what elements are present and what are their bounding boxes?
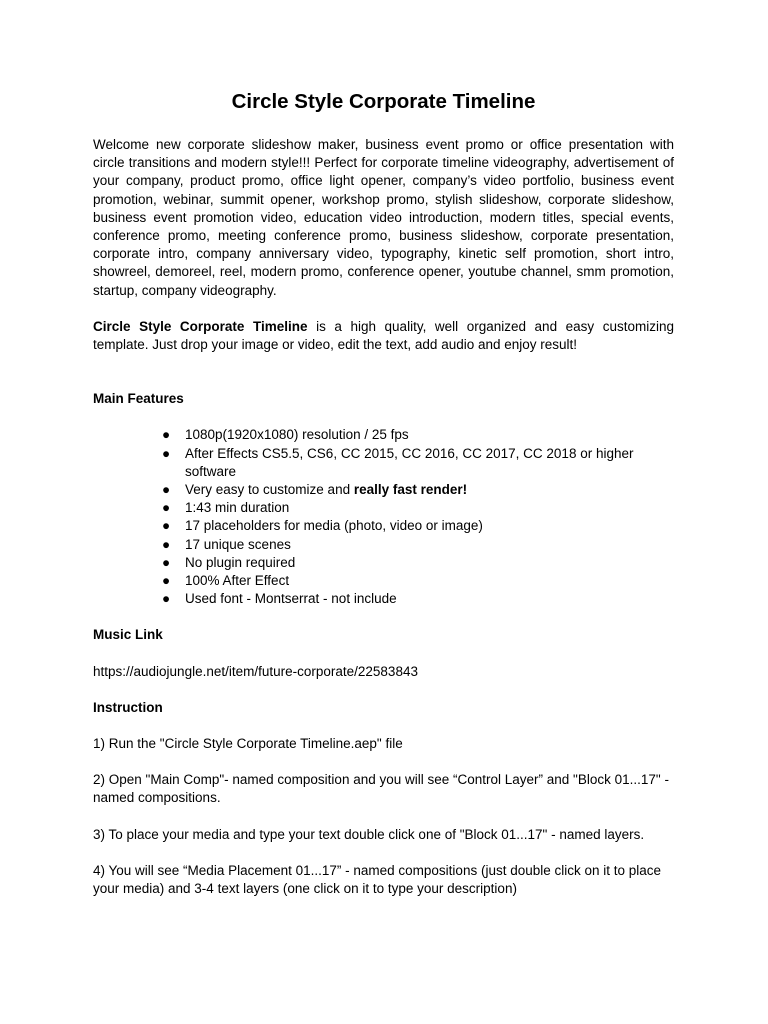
- instruction-heading: Instruction: [93, 699, 163, 715]
- feature-item: [162, 554, 674, 572]
- summary-paragraph: [93, 318, 674, 354]
- feature-text: 17 placeholders for media (photo, video or image): [185, 518, 483, 534]
- feature-text: After Effects CS5.5, CS6, CC 2015, CC 2016, CC 2017, CC 2018 or higher software: [185, 445, 634, 479]
- feature-item: [162, 426, 674, 444]
- instruction-step-4: 4) You will see “Media Placement 01...17” - named compositions (just double click on it to place your media) and 3-4 text layers (one click on it to type your description): [93, 862, 662, 897]
- feature-text: No plugin required: [185, 554, 296, 570]
- feature-item: [162, 445, 674, 481]
- bullet-icon: ●: [162, 445, 171, 461]
- feature-item: [162, 517, 674, 535]
- feature-text: 1:43 min duration: [185, 500, 290, 516]
- feature-text: Very easy to customize and: [185, 482, 354, 498]
- spacer: [93, 808, 674, 826]
- feature-item: [162, 590, 674, 608]
- music-heading: Music Link: [93, 627, 163, 643]
- instruction-step-1: 1) Run the "Circle Style Corporate Timeline.aep" file: [93, 736, 403, 752]
- feature-text: Used font - Montserrat - not include: [185, 591, 397, 607]
- product-name: Circle Style Corporate Timeline: [93, 318, 308, 334]
- bullet-icon: ●: [162, 536, 171, 552]
- feature-text: 100% After Effect: [185, 573, 290, 589]
- feature-item: [162, 499, 674, 517]
- spacer: [93, 300, 674, 318]
- spacer: [93, 753, 674, 771]
- bullet-icon: ●: [162, 591, 171, 607]
- intro-paragraph: Welcome new corporate slideshow maker, business event promo or office presentation with circle transitions and modern style!!! Perfect for corporate timeline videography, advertisement of your company, product promo, office light opener, company’s video portfolio, business event promotion, webinar, summit opener, workshop promo, stylish slideshow, corporate slideshow, business event promotion video, education video introduction, modern titles, special events, conference promo, meeting conference promo, business slideshow, corporate presentation, corporate intro, company anniversary video, typography, kinetic self promotion, short intro, showreel, demoreel, reel, modern promo, conference opener, youtube channel, smm promotion, startup, company videography.: [93, 137, 674, 298]
- features-heading: Main Features: [93, 391, 184, 407]
- instruction-step-2: 2) Open "Main Comp"- named composition and you will see “Control Layer” and "Block 01...17" - named compositions.: [93, 772, 669, 806]
- document-page: [93, 88, 674, 898]
- music-link[interactable]: [93, 663, 674, 681]
- bullet-icon: ●: [162, 427, 171, 443]
- bullet-icon: ●: [162, 500, 171, 516]
- feature-item: [162, 572, 674, 590]
- summary-text: is a high quality, well organized and easy customizing template. Just drop your image or video, edit the text, add audio and enjoy result!: [93, 318, 674, 353]
- feature-text: 17 unique scenes: [185, 536, 291, 552]
- spacer: [93, 608, 674, 626]
- spacer: [93, 717, 674, 735]
- document-title: Circle Style Corporate Timeline: [231, 90, 536, 113]
- instruction-step-3: 3) To place your media and type your text double click one of "Block 01...17" - named layers.: [93, 826, 645, 842]
- features-list: [93, 426, 674, 608]
- spacer: [93, 645, 674, 663]
- spacer: [93, 408, 674, 426]
- spacer: [93, 844, 674, 862]
- music-url[interactable]: https://audiojungle.net/item/future-corporate/22583843: [93, 663, 418, 679]
- bullet-icon: ●: [162, 518, 171, 534]
- spacer: [93, 354, 674, 390]
- feature-emphasis: really fast render!: [353, 482, 468, 498]
- feature-item: [162, 481, 674, 499]
- bullet-icon: ●: [162, 573, 171, 589]
- spacer: [93, 681, 674, 699]
- feature-item: [162, 536, 674, 554]
- feature-text: 1080p(1920x1080) resolution / 25 fps: [185, 427, 409, 443]
- bullet-icon: ●: [162, 482, 171, 498]
- bullet-icon: ●: [162, 554, 171, 570]
